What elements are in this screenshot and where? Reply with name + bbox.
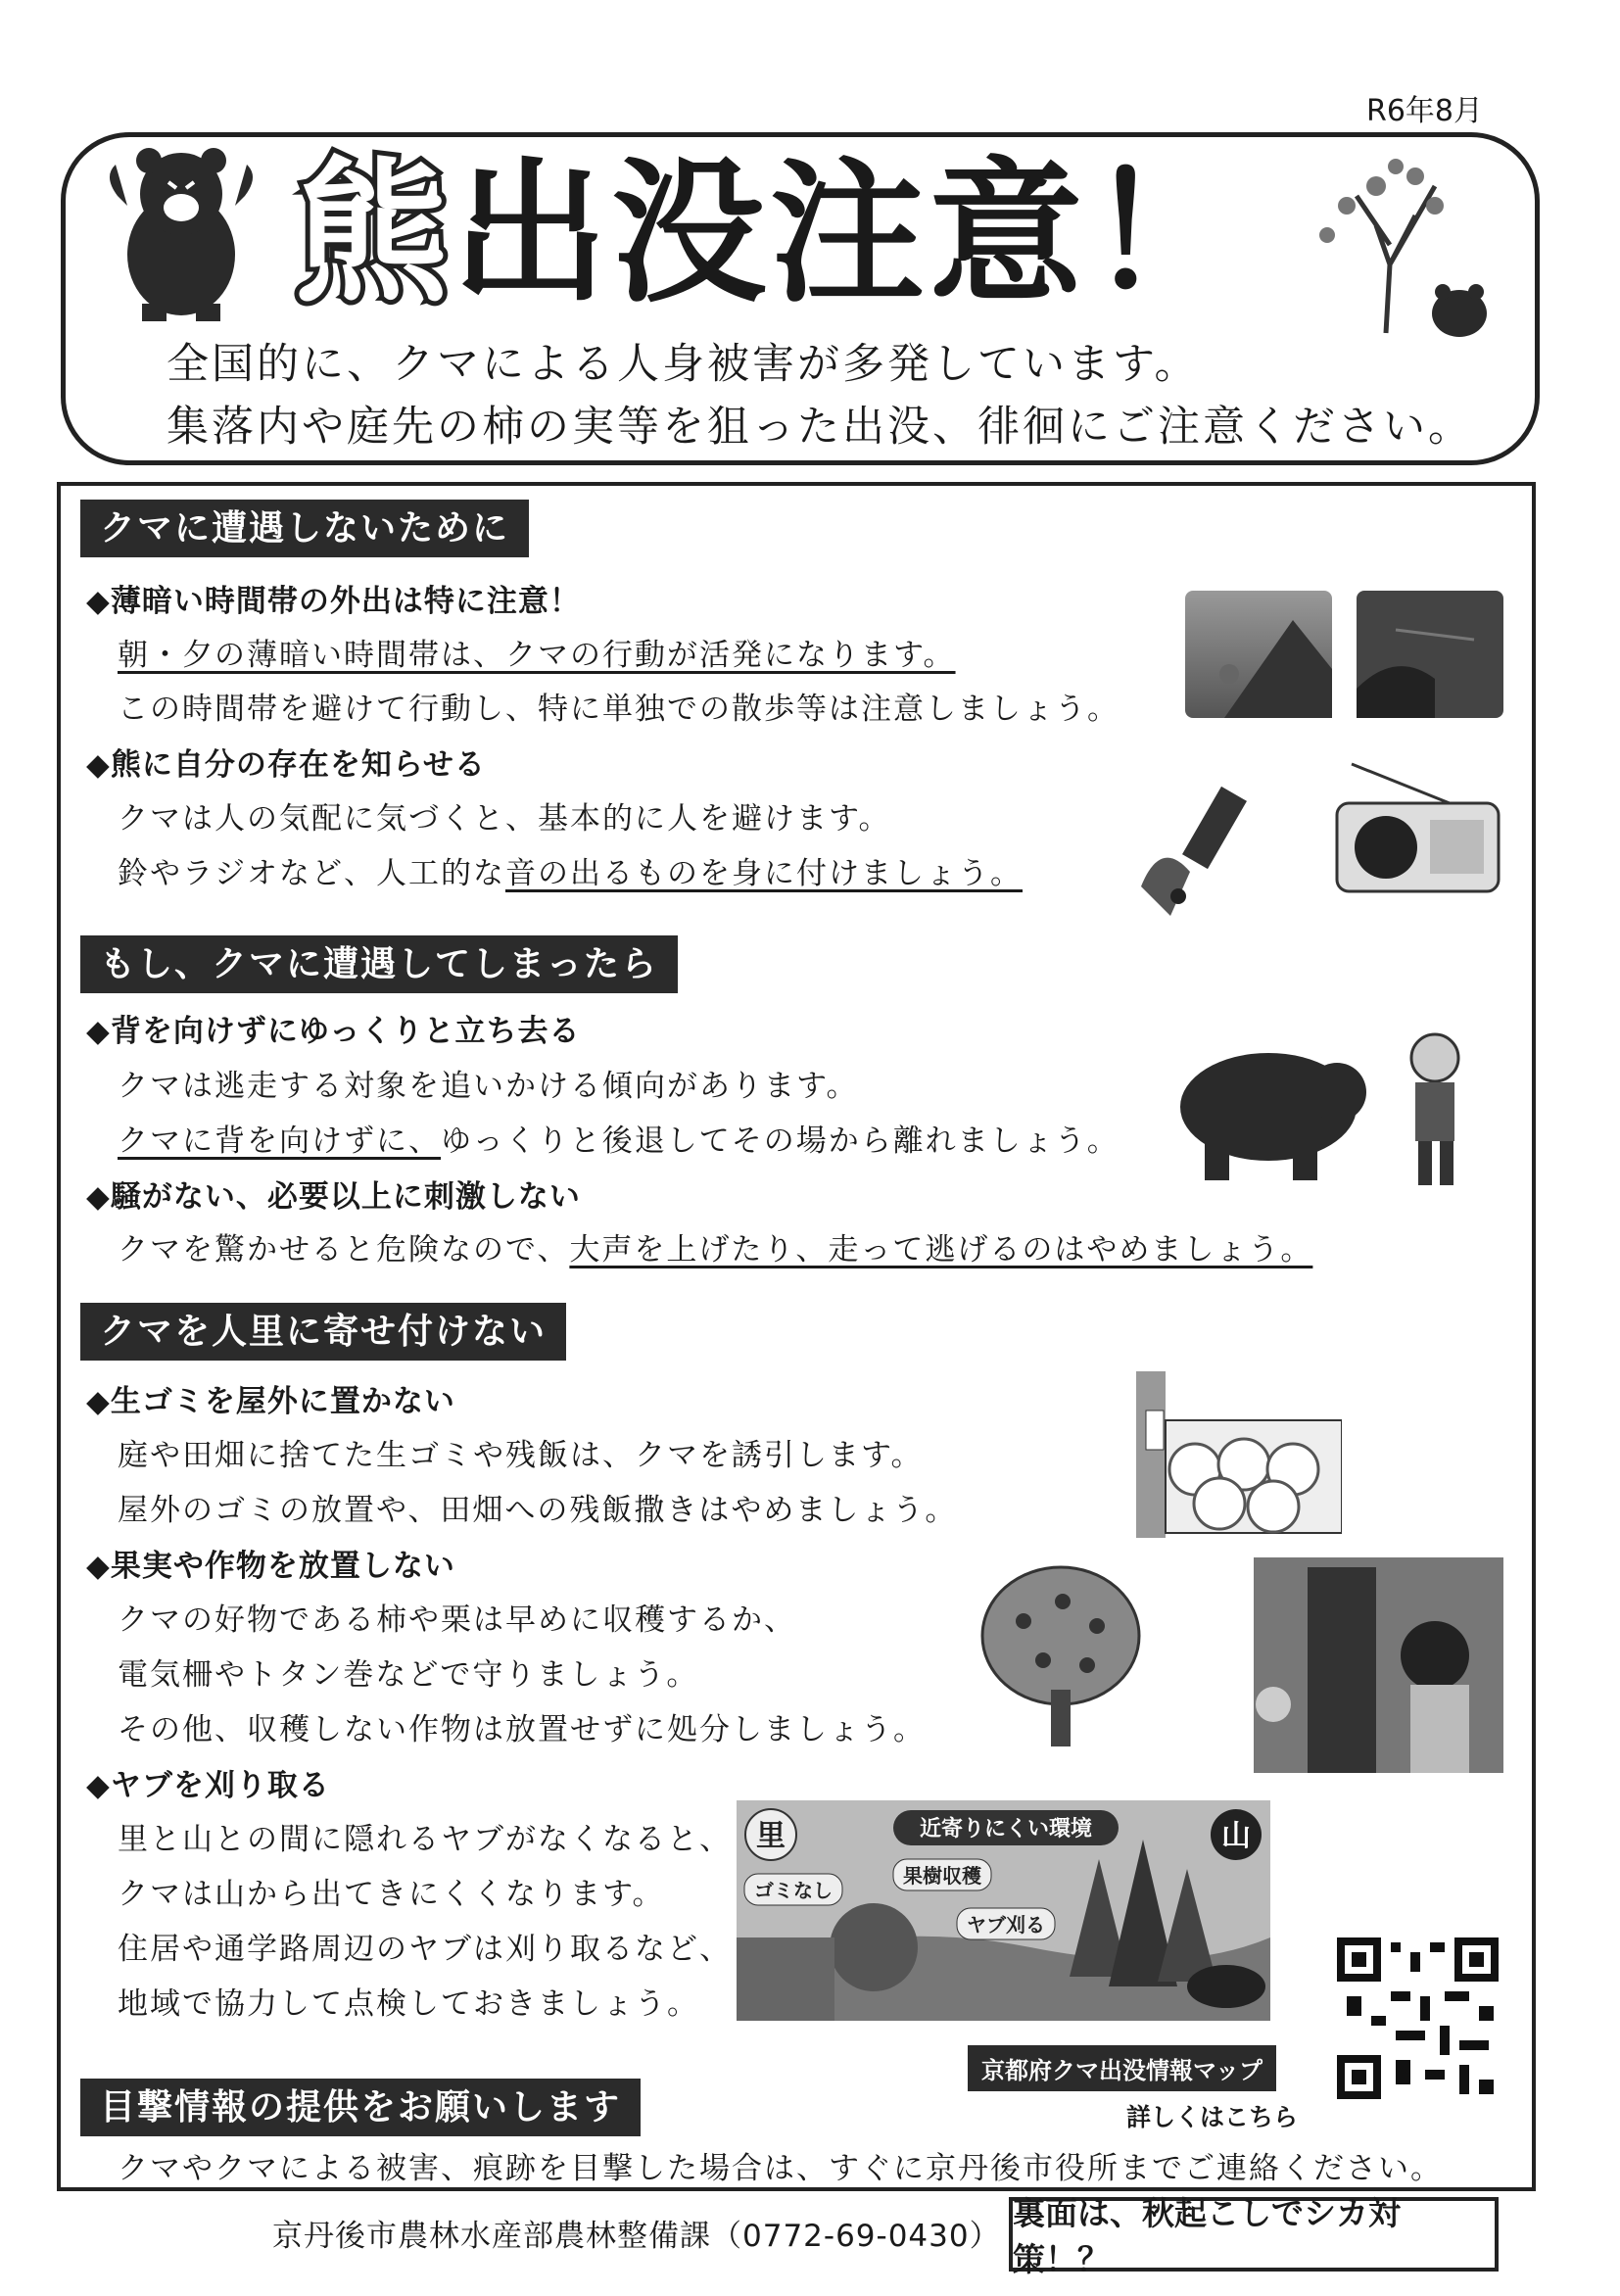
body-text-line <box>118 848 1023 892</box>
persimmon-tree-icon <box>975 1562 1146 1748</box>
body-text: 地域で協力して点検しておきましょう。 <box>118 1986 699 2022</box>
body-text: クマを驚かせると危険なので、 <box>118 1232 570 1268</box>
section-heading: もし、クマに遭遇してしまったら <box>80 935 678 993</box>
body-text-underlined: 大声を上げたり、走って逃げるのはやめましょう。 <box>569 1232 1313 1268</box>
subtitle-line-1: 全国的に、クマによる人身被害が多発しています。 <box>167 340 1200 389</box>
body-text: 朝・夕の薄暗い時間帯は、クマの行動が活発になります。 <box>118 638 956 673</box>
garbage-bags-photo <box>1136 1371 1342 1538</box>
back-page-notice: 裏面は、秋起こしでシカ対策！？ <box>1009 2197 1499 2272</box>
body-text: 鈴やラジオなど、人工的な <box>118 856 505 891</box>
body-text: 電気柵やトタン巻などで守りましょう。 <box>118 1657 699 1693</box>
qr-code[interactable] <box>1337 1937 1499 2099</box>
title-bear-character: 熊 <box>294 144 453 324</box>
body-text: ゆっくりと後退してその場から離れましょう。 <box>441 1124 1120 1159</box>
bullet-heading: ◆果実や作物を放置しない <box>86 1549 455 1584</box>
body-text-line <box>118 1116 1120 1160</box>
body-text: その他、収穫しない作物は放置せずに処分しましょう。 <box>118 1712 926 1747</box>
bullet-heading: ◆熊に自分の存在を知らせる <box>86 747 486 783</box>
bullet-heading: ◆背を向けずにゆっくりと立ち去る <box>86 1014 581 1049</box>
village-mountain-illustration <box>737 1800 1270 2021</box>
issue-date: R6年8月 <box>1366 94 1484 128</box>
body-text: クマは山から出てきにくくなります。 <box>118 1877 665 1912</box>
sato-label: 里 <box>756 1819 786 1853</box>
bear-and-hiker-illustration <box>1175 1009 1503 1195</box>
body-text-underlined: 音の出るものを身に付けましょう。 <box>505 856 1023 891</box>
body-text-line <box>118 1224 1312 1268</box>
body-text: 庭や田畑に捨てた生ゴミや残飯は、クマを誘引します。 <box>118 1438 924 1473</box>
bullet-heading: ◆生ゴミを屋外に置かない <box>86 1384 455 1419</box>
no-garbage-label: ゴミなし <box>754 1879 833 1902</box>
body-text: この時間帯を避けて行動し、特に単独での散歩等は注意しましょう。 <box>118 692 1120 727</box>
body-text-underlined: クマに背を向けずに、 <box>118 1124 441 1159</box>
body-text: クマは人の気配に気づくと、基本的に人を避けます。 <box>118 801 891 837</box>
dusk-sky-photo <box>1357 591 1503 718</box>
tree-protection-photo <box>1254 1557 1503 1773</box>
details-link[interactable]: 詳しくはこちら <box>1126 2103 1299 2131</box>
body-text: クマは逃走する対象を追いかける傾向があります。 <box>118 1069 859 1104</box>
section-heading: クマを人里に寄せ付けない <box>80 1303 566 1361</box>
section-heading: 目撃情報の提供をお願いします <box>80 2079 641 2136</box>
environment-label: 近寄りにくい環境 <box>919 1817 1093 1842</box>
harvest-label: 果樹収穫 <box>903 1864 981 1888</box>
bullet-heading: ◆騒がない、必要以上に刺激しない <box>86 1179 581 1215</box>
dusk-mountain-photo <box>1185 591 1332 718</box>
radio-icon <box>1332 759 1503 896</box>
yama-label: 山 <box>1221 1819 1251 1853</box>
cut-bush-label: ヤブ刈る <box>967 1913 1045 1937</box>
contact-department: 京丹後市農林水産部農林整備課（0772-69-0430） <box>272 2219 1001 2254</box>
body-text: 里と山との間に隠れるヤブがなくなると、 <box>118 1822 732 1857</box>
body-text: クマの好物である柿や栗は早めに収穫するか、 <box>118 1602 796 1638</box>
bear-bell-icon <box>1131 779 1278 926</box>
body-text: 住居や通学路周辺のヤブは刈り取るなど、 <box>118 1932 732 1967</box>
section-heading: クマに遭遇しないために <box>80 500 529 557</box>
title-rest: 出没注意！ <box>453 144 1246 324</box>
bullet-heading: ◆ヤブを刈り取る <box>86 1768 330 1803</box>
subtitle-line-2: 集落内や庭先の柿の実等を狙った出没、徘徊にご注意ください。 <box>167 403 1473 452</box>
persimmon-tree-bear-illustration <box>1288 147 1494 338</box>
bullet-heading: ◆薄暗い時間帯の外出は特に注意！ <box>86 584 581 619</box>
angry-bear-illustration <box>98 137 264 323</box>
bear-map-label: 京都府クマ出没情報マップ <box>968 2045 1276 2091</box>
body-text: クマやクマによる被害、痕跡を目撃した場合は、すぐに京丹後市役所までご連絡ください。 <box>118 2151 1443 2186</box>
body-text: 屋外のゴミの放置や、田畑への残飯撒きはやめましょう。 <box>118 1493 958 1528</box>
page-title <box>294 144 1246 324</box>
